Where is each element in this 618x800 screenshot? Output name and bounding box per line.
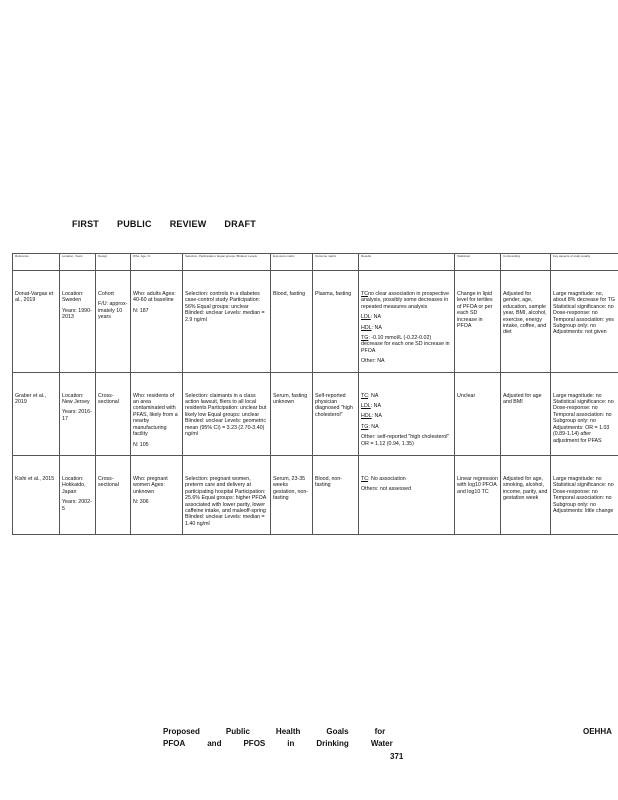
selection-cell	[183, 271, 271, 373]
footer-word: Water	[370, 739, 393, 748]
confounding-cell	[501, 271, 551, 373]
column-header: Design	[96, 254, 131, 271]
results-cell	[359, 372, 455, 455]
design-cell-line: Cohort	[98, 291, 114, 297]
quality-line: Large magnitude: no	[553, 475, 602, 482]
design-cell	[96, 455, 131, 534]
footer-word: in	[287, 739, 295, 748]
confounding-cell-text: Adjusted for age, smoking, alcohol, income, parity, and gestation week	[503, 475, 548, 502]
column-header: Outcome matrix	[313, 254, 359, 271]
statistics-cell	[455, 455, 501, 534]
footer-word: PFOS	[243, 739, 266, 748]
footer-word: Goals	[326, 727, 349, 736]
quality-line: Large magnitude: no	[553, 392, 602, 399]
column-header: Location, Years	[60, 254, 96, 271]
result-lipid-label: HDL	[361, 324, 372, 331]
reference-cell	[13, 372, 60, 455]
quality-cell	[551, 271, 618, 373]
location-cell-line: Location: Sweden	[62, 291, 84, 304]
population-cell-line: Who: adults Ages: 40-60 at baseline	[133, 291, 176, 304]
design-cell-line: Cross-sectional	[98, 475, 119, 489]
population-cell-line: Who: residents of an area contaminated with PFAS, likely from a nearby manufacturing facility	[133, 392, 178, 438]
result-line	[361, 325, 452, 331]
quality-line: Subgroup only: no	[553, 501, 596, 508]
confounding-cell	[501, 455, 551, 534]
table-row	[13, 271, 618, 373]
outcome-cell-text: Plasma, fasting	[315, 291, 352, 297]
column-header: Selection, Participation, Equal groups, Blinded, Levels	[183, 254, 271, 271]
quality-cell	[551, 455, 618, 534]
population-cell	[131, 372, 183, 455]
quality-line: Statistical significance: no	[553, 303, 614, 310]
result-line	[361, 434, 452, 447]
results-cell	[359, 271, 455, 373]
table-header-row	[13, 254, 618, 271]
quality-line: Large magnitude: no, about 8% decrease for TG	[553, 291, 616, 304]
selection-cell	[183, 455, 271, 534]
location-cell-line: Years: 2002-5	[62, 499, 92, 512]
population-cell-line: N: 306	[133, 499, 149, 506]
result-line	[361, 393, 452, 399]
result-lipid-label: TC	[361, 291, 369, 297]
result-text: : -0.10 mmol/L (-0.22-0.02) decrease for each one SD increase in PFOA	[361, 335, 450, 354]
design-cell-line: Cross-sectional	[98, 392, 119, 406]
result-line	[361, 486, 452, 492]
exposure-cell	[271, 372, 313, 455]
result-line	[361, 403, 452, 409]
location-cell	[60, 271, 96, 373]
statistics-cell	[455, 372, 501, 455]
table-row	[13, 455, 618, 534]
selection-cell	[183, 372, 271, 455]
quality-line: Temporal association: yes	[553, 316, 614, 323]
table-row	[13, 372, 618, 455]
result-lipid-label: HDL	[361, 413, 372, 420]
result-line	[361, 291, 452, 310]
quality-line: Temporal association: no	[553, 495, 612, 502]
population-cell-line: N: 105	[133, 441, 149, 448]
result-lipid-label: TC	[361, 392, 369, 399]
result-line	[361, 413, 452, 419]
location-cell	[60, 455, 96, 534]
result-line	[361, 424, 452, 430]
column-header: Key aspects of study quality	[551, 254, 618, 271]
quality-line: Adjustments: little change	[553, 507, 614, 514]
result-text: : NA	[368, 423, 379, 430]
result-text: no clear association in prospective analysis, possibly some decreases in repeated measures analysis	[361, 291, 450, 310]
reference-cell-text: Donat-Vargas et al., 2019	[15, 291, 54, 304]
footer-agency: OEHHA	[583, 727, 612, 736]
population-cell-line: N: 187	[133, 307, 149, 314]
footer-word: and	[207, 739, 222, 748]
quality-line: Statistical significance: no	[553, 482, 614, 489]
result-line	[361, 476, 452, 482]
statistics-cell-text: Unclear	[457, 392, 476, 399]
exposure-cell-text: Serum, fasting unknown	[273, 392, 308, 406]
quality-line: Statistical significance: no	[553, 399, 614, 406]
page-number: 371	[390, 752, 404, 761]
population-cell-line: Who: pregnant women Ages: unknown	[133, 475, 168, 495]
confounding-cell-text: Adjusted for gender, age, education, sample year, BMI, alcohol, exercise, energy intake, coffee, and diet	[503, 291, 547, 336]
evidence-table	[12, 253, 618, 535]
exposure-cell-text: Blood, fasting	[273, 291, 306, 297]
statistics-cell-text: Change in lipid level for tertiles of PFOA or per each SD increase in PFOA	[457, 291, 493, 330]
quality-line: Temporal association: no	[553, 411, 612, 418]
statistics-cell	[455, 271, 501, 373]
exposure-cell	[271, 455, 313, 534]
result-lipid-label: LDL	[361, 314, 371, 321]
result-line	[361, 314, 452, 320]
result-text: Others: not assessed	[361, 486, 412, 493]
draft-word: DRAFT	[224, 219, 256, 229]
location-cell-line: Location: Hokkaido, Japan	[62, 475, 86, 495]
quality-line: Subgroup only: no	[553, 323, 596, 330]
result-lipid-label: TC	[361, 475, 369, 482]
result-text: Other: self-reported "high cholesterol" OR = 1.12 (0.94, 1.35)	[361, 434, 450, 447]
footer-word: Health	[275, 727, 301, 736]
column-header: Statistical	[455, 254, 501, 271]
design-cell	[96, 372, 131, 455]
footer-word: for	[374, 727, 386, 736]
reference-cell	[13, 455, 60, 534]
column-header: Exposure matrix	[271, 254, 313, 271]
result-lipid-label: TG	[361, 423, 369, 430]
quality-line: Subgroup only: no	[553, 418, 596, 425]
quality-cell	[551, 372, 618, 455]
result-line	[361, 335, 452, 354]
column-header: Results	[359, 254, 455, 271]
population-cell	[131, 271, 183, 373]
outcome-cell	[313, 372, 359, 455]
quality-line: Dose-response: no	[553, 310, 598, 317]
draft-word: REVIEW	[169, 219, 207, 229]
reference-cell-text: Kishi et al., 2015	[15, 475, 55, 482]
result-text: : NA	[371, 324, 382, 331]
quality-line: Adjustments: OR = 1.03 (0.89-1.14) after adjustment for PFAS	[553, 424, 610, 444]
population-cell	[131, 455, 183, 534]
location-cell-line: Location: New Jersey	[62, 392, 90, 406]
outcome-cell-text: Self-reported physician diagnosed "high cholesterol"	[315, 392, 353, 418]
footer-word: Drinking	[316, 739, 349, 748]
result-line	[361, 358, 452, 364]
exposure-cell-text: Serum, 23-35 weeks gestation, non-fasting	[273, 475, 309, 502]
footer-word: Proposed	[163, 727, 200, 736]
footer-title-line1	[163, 727, 411, 736]
draft-word: PUBLIC	[117, 219, 152, 229]
design-cell-line: F/U: approx-imately 10 years	[98, 301, 128, 321]
column-header: Confounding	[501, 254, 551, 271]
result-text: : NA	[370, 314, 382, 321]
result-text: : No association	[368, 475, 406, 482]
draft-word: FIRST	[72, 219, 99, 229]
result-text: : NA	[371, 413, 382, 420]
footer-word: Public	[225, 727, 250, 736]
confounding-cell	[501, 372, 551, 455]
footer-title-line2	[163, 739, 419, 748]
confounding-cell-text: Adjusted for age and BMI	[503, 392, 542, 406]
design-cell	[96, 271, 131, 373]
result-lipid-label: LDL	[361, 403, 371, 410]
result-text: : NA	[370, 403, 382, 410]
result-text: : NA	[368, 392, 379, 399]
quality-line: Adjustments: not given	[553, 329, 607, 336]
exposure-cell	[271, 271, 313, 373]
outcome-cell	[313, 271, 359, 373]
results-cell	[359, 455, 455, 534]
reference-cell-text: Graber et al., 2019	[15, 392, 46, 406]
outcome-cell-text: Blood, non-fasting	[315, 475, 343, 489]
location-cell-line: Years: 2016-17	[62, 409, 92, 422]
selection-cell-text: Selection: controls in a diabetes case-control study Participation: 56% Equal groups: unclear Blinded: unclear Levels: median = 2.9 ng/ml	[185, 291, 265, 323]
location-cell	[60, 372, 96, 455]
selection-cell-text: Selection: claimants in a class action lawsuit, fliers to all local residents Participation: unclear but likely low Equal groups: unclear Blinded: unclear Levels: geometric mean (95% CI) = 3.23 (2.70-3.40) ng/ml	[185, 392, 267, 438]
draft-banner	[72, 219, 274, 229]
quality-line: Dose-response: no	[553, 405, 598, 412]
reference-cell	[13, 271, 60, 373]
result-lipid-label: TG	[361, 335, 369, 342]
column-header: Who, Age, N	[131, 254, 183, 271]
statistics-cell-text: Linear regression with log10 PFOA and log10 TC	[457, 475, 498, 495]
location-cell-line: Years: 1990-2013	[62, 307, 92, 321]
selection-cell-text: Selection: pregnant women, preterm care and delivery at participating hospital Participation: 25.6% Equal groups: higher PFOA associated with lower parity, lower caffeine intake, and maleoff-spring Blinded: unclear Levels: median = 1.40 ng/ml	[185, 475, 266, 527]
column-header: Reference	[13, 254, 60, 271]
quality-line: Dose-response: no	[553, 488, 598, 495]
footer-word: PFOA	[163, 739, 186, 748]
outcome-cell	[313, 455, 359, 534]
result-text: Other: NA	[361, 358, 385, 365]
